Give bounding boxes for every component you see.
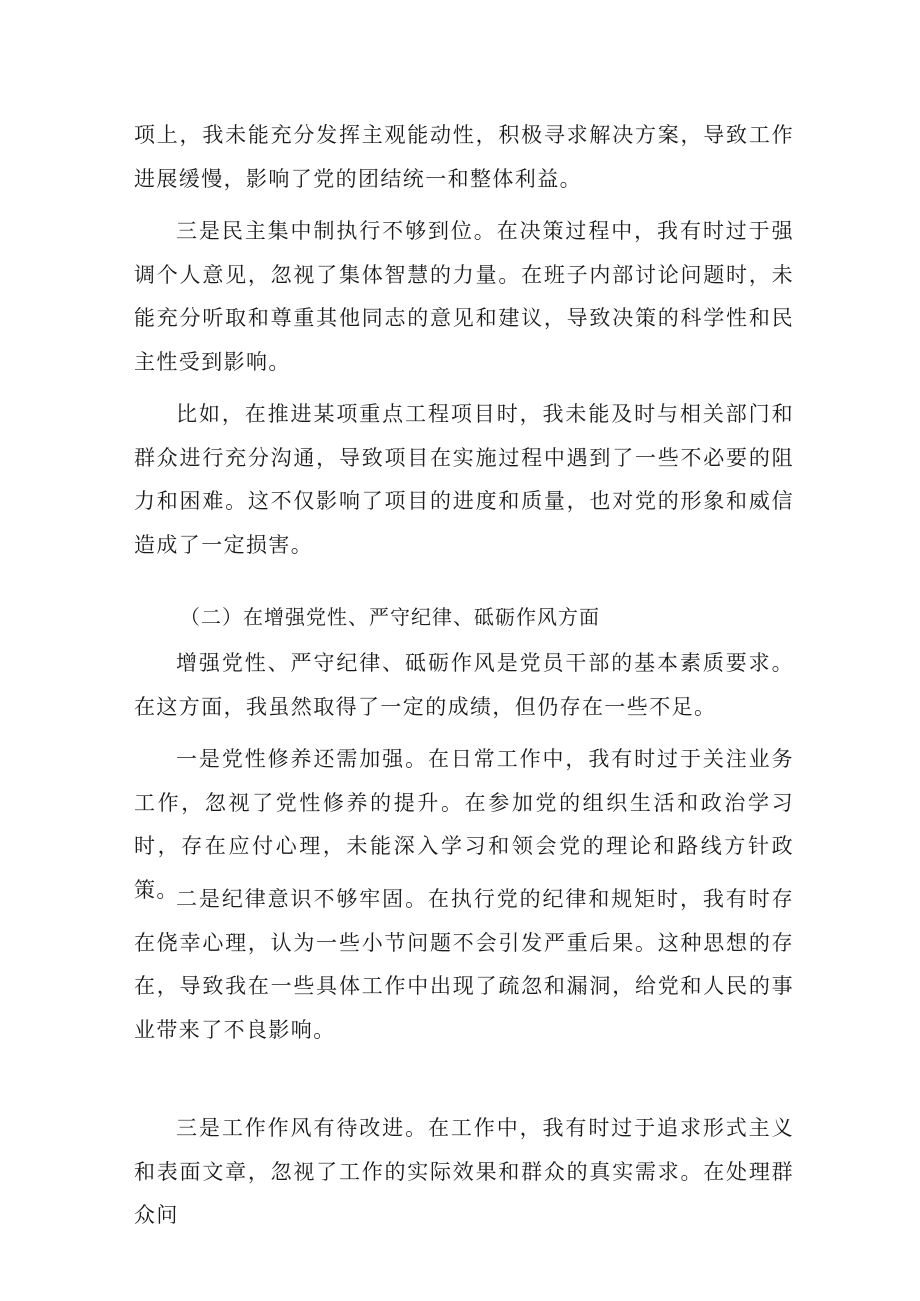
paragraph-discipline: 二是纪律意识不够牢固。在执行党的纪律和规矩时，我有时存在侥幸心理，认为一些小节问题不会引发严重后果。这种思想的存在，导致我在一些具体工作中出现了疏忽和漏洞，给党和人民的事业带来了不良影响。 [134, 887, 794, 1042]
paragraph-continuation: 项上，我未能充分发挥主观能动性，积极寻求解决方案，导致工作进展缓慢，影响了党的团结统一和整体利益。 [134, 123, 794, 191]
paragraph-example: 比如，在推进某项重点工程项目时，我未能及时与相关部门和群众进行充分沟通，导致项目在实施过程中遇到了一些不必要的阻力和困难。这不仅影响了项目的进度和质量，也对党的形象和威信造成了一定损害。 [134, 402, 794, 557]
paragraph-democratic-centralism: 三是民主集中制执行不够到位。在决策过程中，我有时过于强调个人意见，忽视了集体智慧的力量。在班子内部讨论问题时，未能充分听取和尊重其他同志的意见和建议，导致决策的科学性和民主性受到影响。 [134, 219, 794, 374]
section-heading: （二）在增强党性、严守纪律、砥砺作风方面 [180, 605, 600, 629]
paragraph-section-intro: 增强党性、严守纪律、砥砺作风是党员干部的基本素质要求。在这方面，我虽然取得了一定的成绩，但仍存在一些不足。 [134, 651, 794, 719]
paragraph-work-style: 三是工作作风有待改进。在工作中，我有时过于追求形式主义和表面文章，忽视了工作的实际效果和群众的真实需求。在处理群众问 [134, 1116, 794, 1227]
paragraph-party-spirit: 一是党性修养还需加强。在日常工作中，我有时过于关注业务工作，忽视了党性修养的提升。在参加党的组织生活和政治学习时，存在应付心理，未能深入学习和领会党的理论和路线方针政策。 [134, 747, 794, 902]
